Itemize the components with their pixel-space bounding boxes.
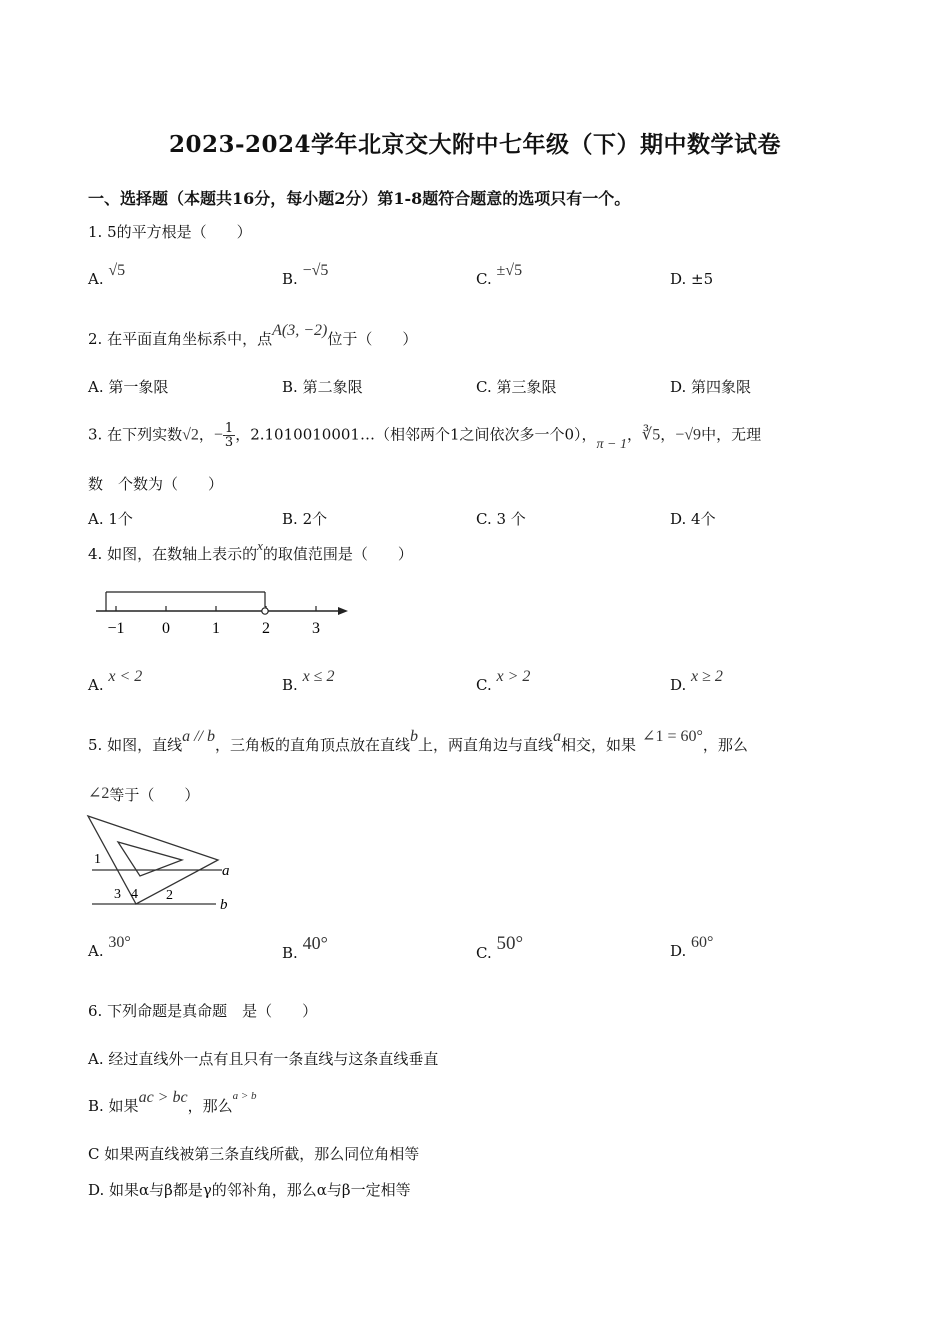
option-label: D. — [670, 378, 687, 396]
label-line-a: a — [222, 863, 230, 879]
option-value: ±√5 — [496, 262, 523, 279]
option-value: 50° — [496, 933, 524, 954]
option-value: 第四象限 — [691, 378, 752, 396]
q4-option-d[interactable] — [670, 668, 723, 695]
q1-option-d[interactable] — [670, 270, 713, 288]
label-angle-3: 3 — [114, 887, 121, 902]
q4-option-c[interactable] — [476, 668, 531, 695]
stem-text: 5. 如图，直线 — [88, 736, 183, 754]
triangle-ruler-figure — [84, 812, 244, 916]
axis-tick-label: 0 — [162, 620, 170, 637]
option-label: B. — [282, 676, 298, 694]
q1-option-b[interactable] — [282, 262, 329, 289]
option-value: 1个 — [108, 510, 133, 528]
option-label: A. — [88, 378, 104, 396]
question-6-stem: 6. 下列命题是真命题 是（ ） — [88, 1002, 318, 1020]
option-label: D. — [670, 676, 687, 694]
option-label: A. — [88, 510, 104, 528]
stem-text: 3. 在下列实数 — [88, 425, 183, 444]
option-label: B. — [282, 510, 298, 528]
triangle-outer — [88, 816, 218, 904]
math-angle2: ∠2 — [88, 785, 110, 802]
label-angle-2: 2 — [166, 888, 173, 903]
option-label: C. — [476, 270, 492, 288]
option-value: 60° — [691, 934, 714, 951]
separator: ，2.1010010001…（相邻两个1之间依次多一个0）， — [235, 425, 597, 444]
denominator: 3 — [224, 435, 234, 450]
variable-x: x — [257, 538, 263, 553]
label-angle-1: 1 — [94, 852, 101, 867]
math-angle1: ∠1 = 60° — [642, 728, 703, 745]
number-neg-sqrt9: −√9 — [675, 426, 702, 444]
option-label: C. — [476, 510, 492, 528]
q5-option-b[interactable] — [282, 933, 328, 963]
q6-option-c[interactable]: C 如果两直线被第三条直线所截，那么同位角相等 — [88, 1145, 420, 1163]
option-value: 30° — [108, 934, 131, 951]
option-value: x > 2 — [496, 668, 531, 685]
stem-text: ，三角板的直角顶点放在直线 — [214, 736, 410, 754]
question-3-stem — [88, 421, 762, 452]
question-3-line2: 数 个数为（ ） — [88, 475, 224, 493]
option-value: 第二象限 — [302, 378, 363, 396]
open-circle-endpoint — [262, 608, 268, 614]
stem-text: 上，两直角边与直线 — [418, 736, 554, 754]
separator: ， — [660, 425, 676, 444]
q1-option-c[interactable] — [476, 262, 523, 289]
question-1-stem: 1. 5的平方根是（ ） — [88, 223, 252, 241]
number-pi-minus-1: π − 1 — [596, 436, 628, 452]
q5-option-a[interactable] — [88, 934, 131, 961]
option-label: C. — [476, 944, 492, 962]
q3-option-c[interactable] — [476, 508, 526, 529]
option-label: C. — [476, 378, 492, 396]
q3-option-d[interactable] — [670, 508, 716, 529]
option-value: 40° — [302, 933, 328, 953]
math-b: b — [410, 728, 418, 745]
section-heading: 一、选择题（本题共16分，每小题2分）第1-8题符合题意的选项只有一个。 — [88, 189, 631, 208]
math-ac-gt-bc: ac > bc — [138, 1089, 188, 1106]
option-value: 4个 — [691, 510, 716, 528]
number-sqrt2: √2 — [182, 426, 199, 444]
math-a-gt-b: a > b — [232, 1090, 257, 1102]
stem-text: 2. 在平面直角坐标系中，点 — [88, 330, 273, 348]
question-5-line2 — [88, 784, 199, 805]
question-2-stem — [88, 322, 418, 349]
axis-tick-label: −1 — [107, 620, 125, 637]
option-label: B. — [282, 944, 298, 962]
q2-option-d[interactable] — [670, 376, 751, 397]
option-label: B. — [282, 270, 298, 288]
option-label: A. — [88, 676, 104, 694]
q6-option-b[interactable] — [88, 1089, 257, 1116]
separator: ， — [198, 425, 214, 444]
q3-option-a[interactable] — [88, 508, 133, 529]
axis-tick-label: 2 — [262, 620, 270, 637]
option-label: D. — [670, 942, 687, 960]
fraction-one-third — [223, 422, 235, 449]
axis-tick-label: 3 — [312, 620, 320, 637]
math-a: a — [553, 728, 562, 745]
option-value: x ≤ 2 — [302, 668, 335, 685]
option-label: D. — [670, 270, 687, 288]
option-value: −√5 — [302, 262, 329, 279]
option-value: 第一象限 — [108, 378, 169, 396]
label-line-b: b — [220, 897, 228, 913]
stem-text: 中，无理 — [701, 425, 762, 444]
option-value: 3 个 — [496, 510, 526, 528]
q6-option-a[interactable]: A. 经过直线外一点有且只有一条直线与这条直线垂直 — [88, 1050, 439, 1068]
stem-text: ，那么 — [702, 736, 748, 754]
math-a-parallel-b: a // b — [182, 728, 215, 745]
option-value: √5 — [108, 262, 126, 279]
option-label: A. — [88, 270, 104, 288]
stem-text: 等于（ ） — [109, 786, 200, 804]
stem-text: 相交，如果 — [561, 736, 637, 754]
q5-option-d[interactable] — [670, 934, 714, 961]
point-label: A(3, −2) — [272, 322, 328, 339]
q2-option-a[interactable] — [88, 376, 168, 397]
question-5-stem — [88, 728, 748, 755]
q6-option-d[interactable]: D. 如果α与β都是γ的邻补角，那么α与β一定相等 — [88, 1181, 411, 1199]
q4-option-b[interactable] — [282, 668, 335, 695]
option-text: B. 如果 — [88, 1097, 139, 1115]
label-angle-4: 4 — [131, 887, 138, 902]
option-label: C. — [476, 676, 492, 694]
option-text: ，那么 — [187, 1097, 233, 1115]
minus-sign: − — [213, 426, 223, 444]
stem-text: 位于（ ） — [327, 330, 418, 348]
question-4-stem — [88, 538, 413, 564]
q4-option-a[interactable] — [88, 668, 143, 695]
option-label: D. — [670, 510, 687, 528]
number-cbrt5: ∛5 — [642, 426, 661, 444]
axis-tick-label: 1 — [212, 620, 220, 637]
option-value: ±5 — [691, 270, 714, 288]
number-line-figure — [92, 585, 354, 641]
q3-option-b[interactable] — [282, 508, 327, 529]
option-label: A. — [88, 942, 104, 960]
numerator: 1 — [224, 421, 234, 436]
option-value: x < 2 — [108, 668, 143, 685]
option-value: 第三象限 — [496, 378, 557, 396]
stem-text: 的取值范围是（ ） — [262, 545, 413, 563]
triangle-inner — [118, 842, 182, 876]
axis-arrow-icon — [338, 607, 348, 615]
q5-option-c[interactable] — [476, 933, 524, 964]
page-title: 2023-2024学年北京交大附中七年级（下）期中数学试卷 — [168, 131, 782, 158]
q2-option-b[interactable] — [282, 376, 363, 397]
option-value: x ≥ 2 — [691, 668, 723, 685]
separator: ， — [627, 425, 643, 444]
option-value: 2个 — [302, 510, 328, 528]
stem-text: 4. 如图，在数轴上表示的 — [88, 545, 258, 563]
q2-option-c[interactable] — [476, 376, 557, 397]
q1-option-a[interactable] — [88, 262, 126, 289]
option-label: B. — [282, 378, 298, 396]
